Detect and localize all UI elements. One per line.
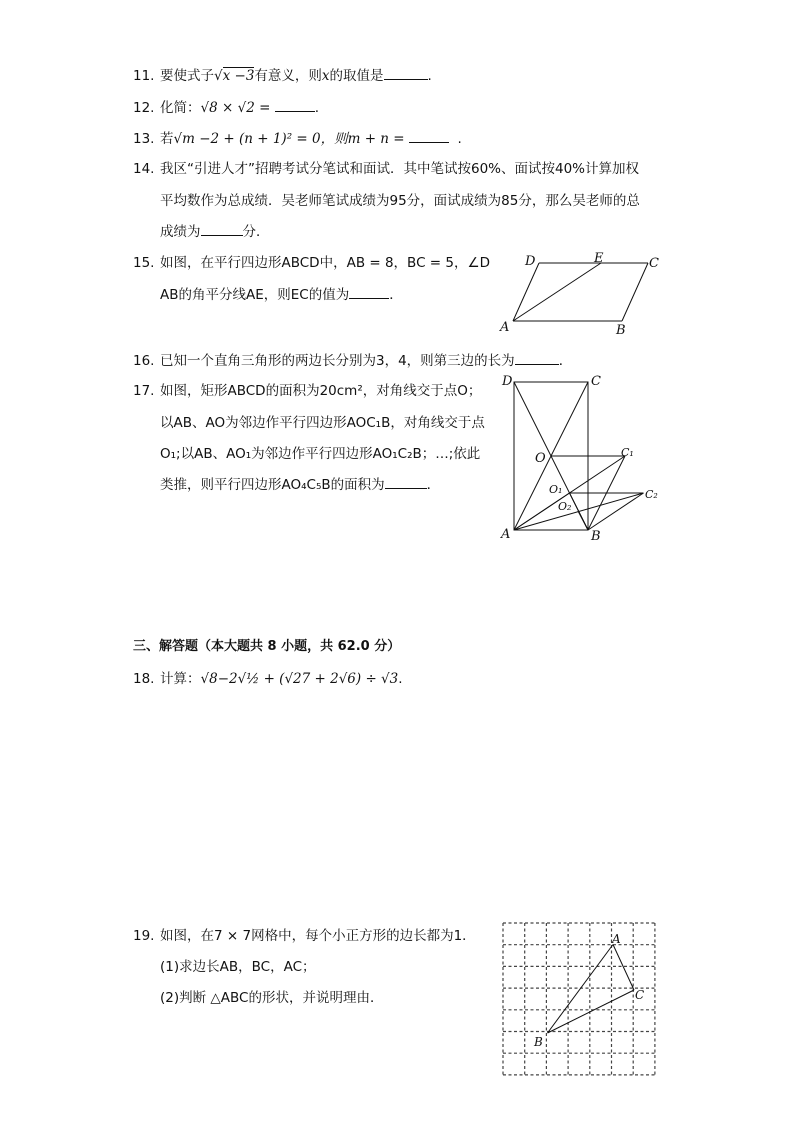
- question-18: [133, 669, 403, 689]
- question-12: [133, 98, 319, 118]
- segment-bc: [622, 263, 648, 321]
- radicand: x −3: [222, 68, 255, 84]
- answer-blank[interactable]: [275, 99, 315, 112]
- question-14-line2: 平均数作为总成绩．吴老师笔试成绩为95分，面试成绩为85分，那么吴老师的总: [160, 193, 640, 209]
- answer-blank[interactable]: [349, 286, 389, 299]
- label-o1: O₁: [549, 483, 563, 496]
- question-13: [133, 129, 462, 149]
- question-text: 若: [160, 131, 174, 147]
- question-number: 12.: [133, 100, 155, 116]
- question-text: 类推，则平行四边形AO₄C₅B的面积为: [160, 477, 385, 493]
- question-11: [133, 66, 432, 86]
- question-15: [133, 253, 490, 273]
- question-text: 分．: [242, 224, 270, 240]
- question-17-line3: O₁;以AB、AO₁为邻边作平行四边形AO₁C₂B；…;依此: [160, 446, 481, 462]
- question-17-line2: 以AB、AO为邻边作平行四边形AOC₁B，对角线交于点: [160, 415, 485, 431]
- label-o: O: [535, 451, 546, 466]
- question-number: 18.: [133, 671, 155, 687]
- question-15-line2: [160, 285, 403, 305]
- label-c1: C₁: [621, 446, 634, 459]
- radical-sign: √: [214, 68, 223, 84]
- label-a: A: [501, 527, 511, 542]
- question-17: [133, 381, 481, 401]
- label-c: C: [591, 374, 601, 389]
- rectangle-figure: [498, 372, 673, 544]
- question-number: 11.: [133, 68, 155, 84]
- period: .: [457, 131, 462, 147]
- label-b: B: [534, 1035, 543, 1049]
- label-d: D: [502, 374, 513, 389]
- question-text: 我区“引进人才”招聘考试分笔试和面试．其中笔试按60%、面试按40%计算加权: [160, 161, 639, 177]
- period: .: [314, 100, 319, 116]
- label-e: E: [594, 251, 604, 266]
- parallelogram-figure: [495, 250, 670, 340]
- segment-ab: [548, 945, 614, 1034]
- label-a: A: [500, 320, 510, 335]
- answer-blank[interactable]: [409, 130, 449, 143]
- answer-blank[interactable]: [384, 67, 428, 80]
- question-number: 17.: [133, 383, 155, 399]
- question-text: 化简：: [160, 100, 201, 116]
- period: ．: [426, 477, 441, 493]
- question-16: [133, 351, 572, 371]
- math-expression: m + n =: [347, 131, 405, 147]
- label-b: B: [591, 529, 601, 544]
- label-c: C: [649, 256, 659, 271]
- grid-figure: [500, 920, 660, 1080]
- question-14-line3: [160, 222, 270, 242]
- section-heading: 三、解答题（本大题共 8 小题，共 62.0 分）: [133, 639, 401, 654]
- label-b: B: [616, 323, 626, 338]
- segment-bc: [548, 990, 635, 1033]
- question-text: 如图，矩形ABCD的面积为20cm²，对角线交于点O；: [160, 383, 482, 399]
- question-text: 的取值是: [329, 68, 384, 84]
- period: .: [427, 68, 432, 84]
- label-c2: C₂: [645, 488, 658, 501]
- question-text: 如图，在平行四边形ABCD中，AB = 8，BC = 5，∠D: [160, 255, 490, 271]
- question-text: 如图，在7 × 7网格中，每个小正方形的边长都为1．: [160, 928, 476, 944]
- period: ．: [389, 287, 403, 303]
- question-number: 15.: [133, 255, 155, 271]
- question-number: 13.: [133, 131, 155, 147]
- math-expression: √8 × √2 =: [200, 100, 271, 116]
- question-text: 要使式子: [160, 68, 214, 84]
- label-a: A: [612, 932, 621, 946]
- question-number: 19.: [133, 928, 155, 944]
- question-text: AB的角平分线AE，则EC的值为: [160, 287, 350, 303]
- question-14: [133, 159, 639, 179]
- math-expression: √8−2√½ + (√27 + 2√6) ÷ √3: [200, 671, 399, 687]
- answer-blank[interactable]: [515, 352, 559, 365]
- question-number: 14.: [133, 161, 155, 177]
- question-text: 有意义，则: [254, 68, 322, 84]
- question-19-part1: (1)求边长AB，BC，AC；: [160, 959, 316, 975]
- question-19: [133, 926, 476, 946]
- label-o2: O₂: [558, 500, 572, 513]
- question-text: 已知一个直角三角形的两边长分别为3，4，则第三边的长为: [160, 353, 515, 369]
- label-c: C: [635, 988, 645, 1002]
- math-expression: √m −2 + (n + 1)² = 0，则: [173, 131, 348, 147]
- label-d: D: [525, 254, 536, 269]
- question-text: 计算：: [160, 671, 201, 687]
- answer-blank[interactable]: [385, 476, 427, 489]
- period: .: [398, 671, 403, 687]
- segment-ac: [613, 945, 634, 991]
- question-17-line4: [160, 475, 440, 495]
- question-text: 成绩为: [160, 224, 201, 240]
- segment-c2b: [588, 493, 644, 530]
- grid-7x7: [503, 923, 655, 1075]
- question-19-part2: (2)判断 △ABC的形状，并说明理由．: [160, 990, 384, 1006]
- question-number: 16.: [133, 353, 155, 369]
- segment-o2b: [578, 511, 588, 530]
- period: ．: [558, 353, 573, 369]
- variable: x: [321, 68, 330, 84]
- answer-blank[interactable]: [201, 223, 243, 236]
